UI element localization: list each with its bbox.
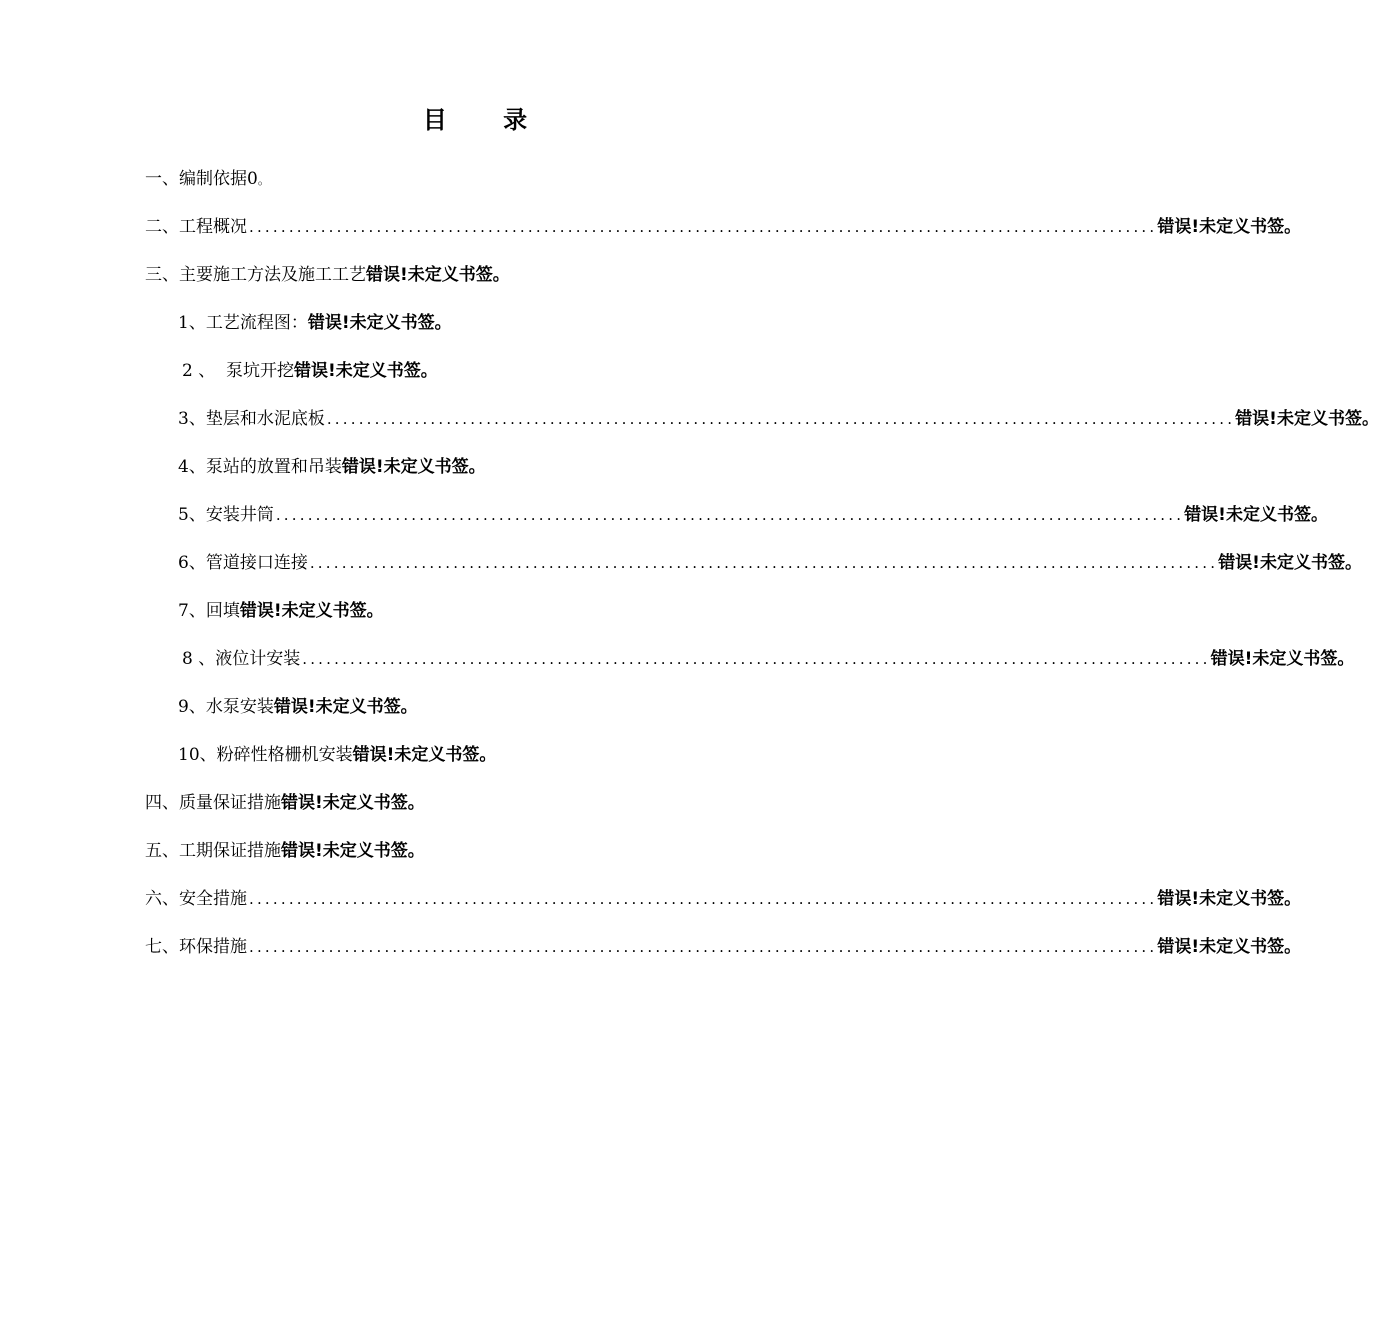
toc-entry-error: 错误!未定义书签。 [1157, 889, 1302, 909]
toc-entry-error: 错误!未定义书签。 [1157, 937, 1302, 957]
toc-entry-label: 6、管道接口连接 [178, 553, 308, 573]
dot-leader: .................................................................................................................. [249, 938, 1158, 956]
toc-entry-16[interactable] [145, 884, 1302, 914]
dot-leader: .................................................................................................................. [249, 890, 1158, 908]
toc-entry-error: 错误!未定义书签。 [1157, 217, 1302, 237]
toc-entry-error: 错误!未定义书签。 [273, 697, 418, 717]
toc-entry-3[interactable] [145, 260, 510, 290]
dot-leader: .................................................................................................................. [309, 554, 1219, 572]
toc-entry-error: 错误!未定义书签。 [307, 313, 452, 333]
toc-entry-5[interactable] [182, 356, 438, 386]
toc-entry-14[interactable] [145, 788, 425, 818]
dot-leader: .................................................................................................................. [249, 218, 1158, 236]
toc-entry-error: 错误!未定义书签。 [281, 841, 425, 861]
toc-entry-error: 错误!未定义书签。 [239, 601, 384, 621]
toc-entry-label: 3、垫层和水泥底板 [178, 409, 325, 429]
toc-entry-11[interactable] [182, 644, 1355, 674]
toc-entry-error: 错误!未定义书签。 [341, 457, 486, 477]
toc-entry-error: 错误!未定义书签。 [1184, 505, 1328, 525]
toc-entry-label: 2 、 泵坑开挖 [182, 361, 295, 381]
toc-entry-1[interactable] [145, 164, 270, 194]
toc-entry-label: 三、主要施工方法及施工工艺 [145, 265, 366, 285]
toc-entry-label: 10、粉碎性格栅机安装 [178, 745, 353, 765]
toc-entry-6[interactable] [178, 404, 1379, 434]
toc-entry-9[interactable] [178, 548, 1362, 578]
toc-entry-8[interactable] [178, 500, 1328, 530]
toc-entry-error: 错误!未定义书签。 [281, 793, 425, 813]
toc-entry-7[interactable] [178, 452, 486, 482]
toc-entry-error: 错误!未定义书签。 [1210, 649, 1355, 669]
toc-entry-10[interactable] [178, 596, 384, 626]
page-title: 目 录 [422, 106, 552, 134]
toc-entry-label: 8 、液位计安装 [182, 649, 301, 669]
toc-entry-label: 1、工艺流程图： [178, 313, 308, 333]
toc-entry-mark: 。 [257, 173, 270, 187]
toc-entry-17[interactable] [145, 932, 1302, 962]
toc-entry-label: 二、工程概况 [145, 217, 247, 237]
toc-entry-label: 五、工期保证措施 [145, 841, 281, 861]
toc-entry-label: 9、水泵安装 [178, 697, 274, 717]
toc-entry-2[interactable] [145, 212, 1302, 242]
toc-entry-label: 4、泵站的放置和吊装 [178, 457, 342, 477]
toc-entry-label: 六、安全措施 [145, 889, 247, 909]
toc-entry-label: 5、安装井筒 [178, 505, 274, 525]
dot-leader: .................................................................................................................. [302, 650, 1211, 668]
dot-leader: .................................................................................................................. [326, 410, 1236, 428]
toc-entry-4[interactable] [178, 308, 452, 338]
toc-entry-label: 一、编制依据0 [145, 169, 258, 189]
toc-entry-12[interactable] [178, 692, 418, 722]
toc-entry-15[interactable] [145, 836, 425, 866]
toc-entry-label: 七、环保措施 [145, 937, 247, 957]
toc-entry-error: 错误!未定义书签。 [352, 745, 497, 765]
toc-entry-label: 四、质量保证措施 [145, 793, 281, 813]
toc-entry-13[interactable] [178, 740, 496, 770]
toc-entry-error: 错误!未定义书签。 [294, 361, 438, 381]
toc-entry-label: 7、回填 [178, 601, 240, 621]
dot-leader: .................................................................................................................. [275, 506, 1185, 524]
toc-entry-error: 错误!未定义书签。 [1218, 553, 1362, 573]
toc-entry-error: 错误!未定义书签。 [1235, 409, 1379, 429]
toc-entry-error: 错误!未定义书签。 [366, 265, 510, 285]
